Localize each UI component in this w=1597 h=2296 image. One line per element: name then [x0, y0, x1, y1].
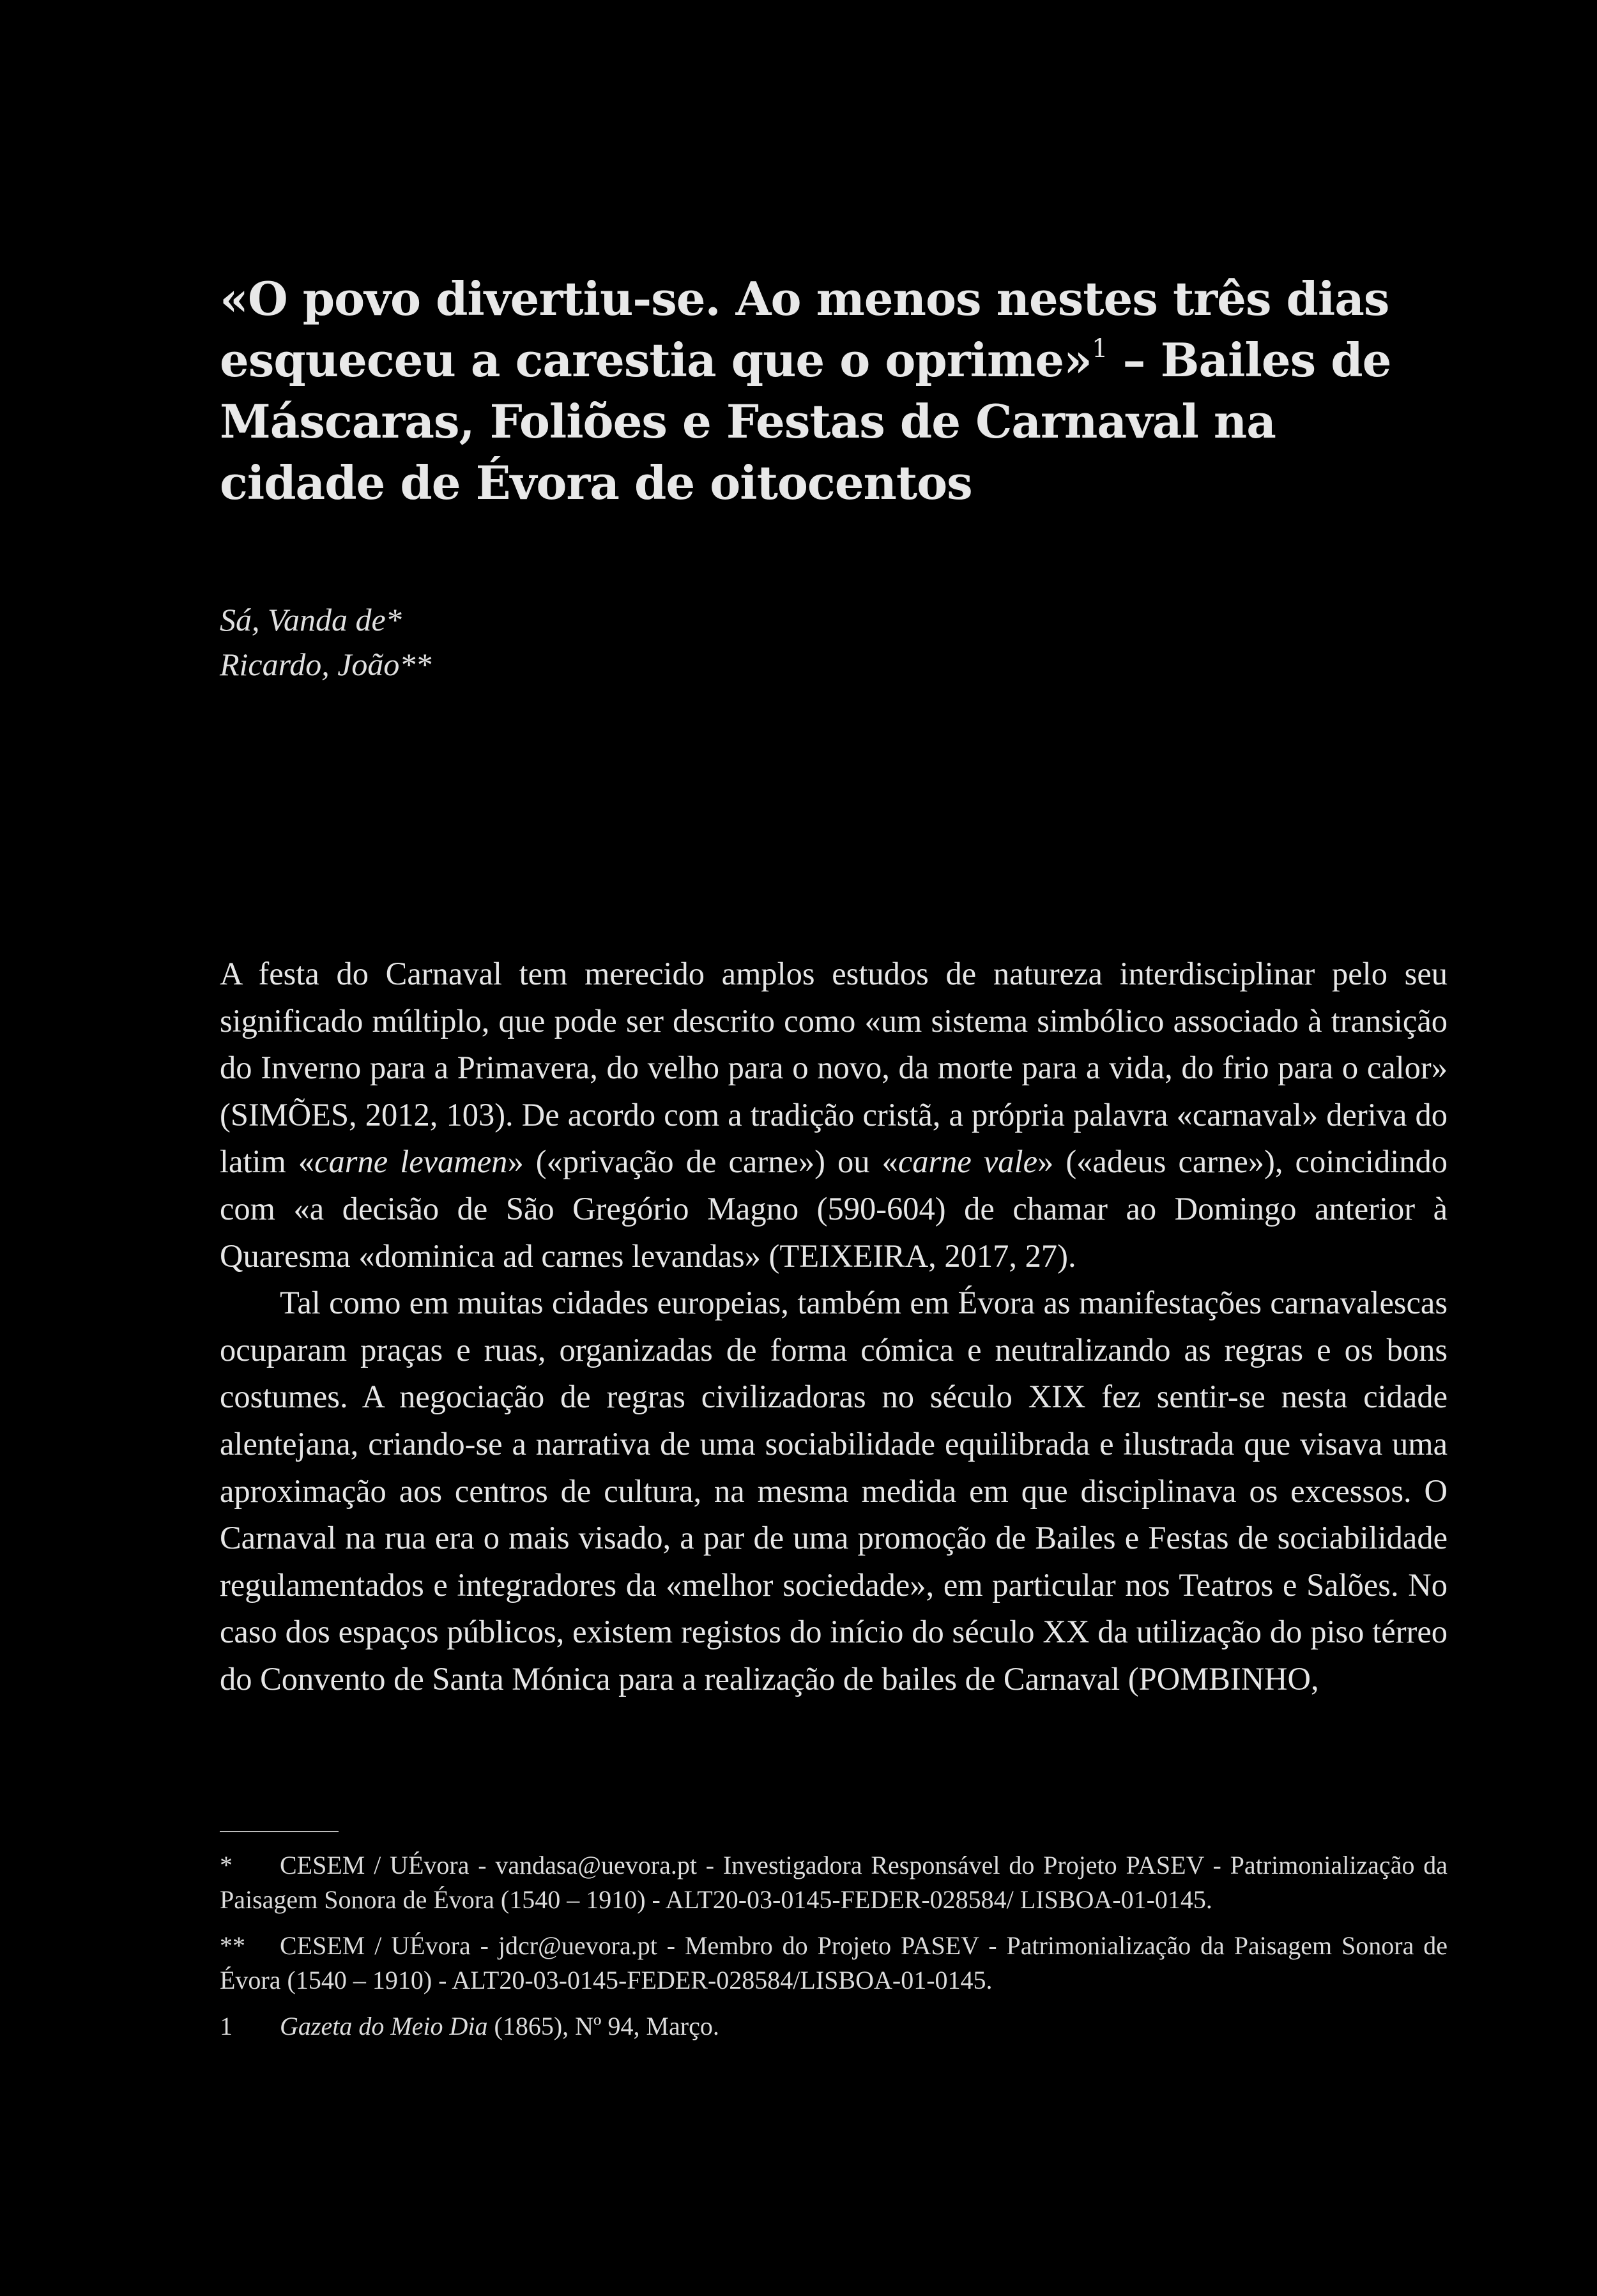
footnote-mark: *	[220, 1851, 233, 1879]
footnote-mark: **	[220, 1931, 245, 1960]
paragraph-1-text-b: » («privação de carne») ou «	[507, 1144, 898, 1180]
author-list	[220, 597, 431, 687]
footnote-divider	[220, 1831, 339, 1832]
footnote-mark: 1	[220, 2012, 233, 2040]
title-subtitle-text: – Bailes de Máscaras, Foliões e Festas de Carnaval na cidade de Évora de oitocentos	[220, 333, 1391, 510]
paragraph-1	[220, 951, 1448, 1280]
paragraph-1-text-a: A festa do Carnaval tem merecido amplos estudos de natureza interdisciplinar pelo seu significado múltiplo, que pode ser descrito como «um sistema simbólico associado à transição do Inverno para a Primavera, do velho para o novo, da morte para a vida, do frio para o calor» (SIMÕES, 2012, 103). De acordo com a tradição cristã, a própria palavra «carnaval» deriva do latim «	[220, 956, 1448, 1180]
latin-term-carne-levamen: carne levamen	[314, 1144, 508, 1180]
article-title	[220, 268, 1446, 514]
title-text: «O povo divertiu-se. Ao menos nestes três dias esqueceu a carestia que o oprime»	[220, 272, 1389, 387]
footnote-text: CESEM / UÉvora - jdcr@uevora.pt - Membro do Projeto PASEV - Patrimonialização da Paisagem Sonora de Évora (1540 – 1910) - ALT20-03-0145-FEDER-028584/LISBOA-01-0145.	[220, 1931, 1448, 1994]
author-1: Sá, Vanda de*	[220, 602, 402, 638]
title-footnote-ref[interactable]: 1	[1092, 334, 1108, 364]
latin-term-carne-vale: carne vale	[898, 1144, 1037, 1180]
paragraph-1-text-c: » («adeus carne»), coincidindo com «a decisão de São Gregório Magno (590-604) de chamar ao Domingo anterior à Quaresma «dominica ad carnes levandas» (TEIXEIRA, 2017, 27).	[220, 1144, 1448, 1274]
article-body	[220, 951, 1448, 1703]
footnote-source-title: Gazeta do Meio Dia	[280, 2012, 488, 2040]
footnotes	[220, 1848, 1448, 2055]
paragraph-2: Tal como em muitas cidades europeias, também em Évora as manifestações carnavalescas ocuparam praças e ruas, organizadas de forma cómica e neutralizando as regras e os bons costumes. A negociação de regras civilizadoras no século XIX fez sentir-se nesta cidade alentejana, criando-se a narrativa de uma sociabilidade equilibrada e ilustrada que visava uma aproximação aos centros de cultura, na mesma medida em que disciplinava os excessos. O Carnaval na rua era o mais visado, a par de uma promoção de Bailes e Festas de sociabilidade regulamentados e integradores da «melhor sociedade», em particular nos Teatros e Salões. No caso dos espaços públicos, existem registos do início do século XX da utilização do piso térreo do Convento de Santa Mónica para a realização de bailes de Carnaval (POMBINHO,	[220, 1285, 1448, 1697]
author-2: Ricardo, João**	[220, 647, 432, 682]
footnote-author-1	[220, 1848, 1448, 1917]
footnote-author-2	[220, 1929, 1448, 1998]
footnote-1	[220, 2009, 1448, 2044]
footnote-text: CESEM / UÉvora - vandasa@uevora.pt - Investigadora Responsável do Projeto PASEV - Patrimonialização da Paisagem Sonora de Évora (1540 – 1910) - ALT20-03-0145-FEDER-028584/ LISBOA-01-0145.	[220, 1851, 1448, 1914]
footnote-text: (1865), Nº 94, Março.	[487, 2012, 719, 2040]
